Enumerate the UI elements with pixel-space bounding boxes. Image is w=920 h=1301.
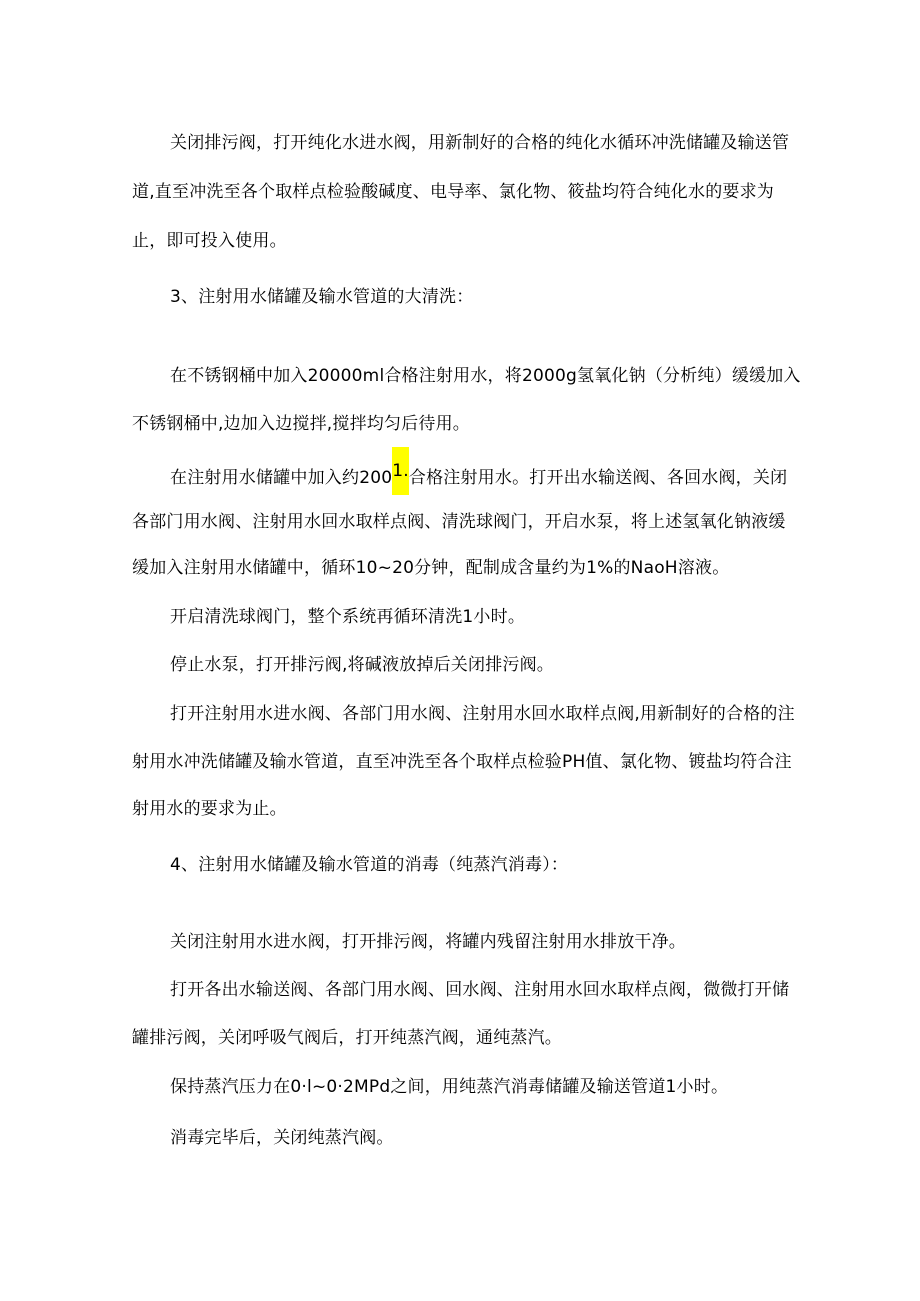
text-line: 在不锈钢桶中加入20000ml合格注射用水，将2000g氢氧化钠（分析纯）缓缓加入 <box>170 366 801 386</box>
section-heading: 3、注射用水储罐及输水管道的大清洗： <box>170 287 474 307</box>
text-line: 打开注射用水进水阀、各部门用水阀、注射用水回水取样点阀,用新制好的合格的注 <box>170 704 795 724</box>
text-line: 消毒完毕后，关闭纯蒸汽阀。 <box>170 1128 394 1148</box>
text-segment: 合格注射用水。打开出水输送阀、各回水阀，关闭 <box>408 468 788 488</box>
text-segment: 在注射用水储罐中加入约200 <box>170 468 393 488</box>
text-line: 不锈钢桶中,边加入边搅拌,搅拌均匀后待用。 <box>132 414 471 434</box>
text-line: 各部门用水阀、注射用水回水取样点阀、清洗球阀门，开启水泵，将上述氢氧化钠液缓 <box>132 512 786 532</box>
text-line: 射用水冲洗储罐及输水管道，直至冲洗至各个取样点检验PH值、氯化物、镀盐均符合注 <box>132 752 792 772</box>
text-line: 道,直至冲洗至各个取样点检验酸碱度、电导率、氯化物、筱盐均符合纯化水的要求为 <box>132 182 775 202</box>
highlighted-text: 1. <box>392 447 409 495</box>
text-line: 射用水的要求为止。 <box>132 799 287 819</box>
section-heading: 4、注射用水储罐及输水管道的消毒（纯蒸汽消毒）： <box>170 855 569 875</box>
text-line: 停止水泵，打开排污阀,将碱液放掉后关闭排污阀。 <box>170 655 555 675</box>
text-line: 止，即可投入使用。 <box>132 231 287 251</box>
text-line: 关闭注射用水进水阀，打开排污阀，将罐内残留注射用水排放干净。 <box>170 932 686 952</box>
text-line: 打开各出水输送阀、各部门用水阀、回水阀、注射用水回水取样点阀，微微打开储 <box>170 980 790 1000</box>
text-line: 开启清洗球阀门，整个系统再循环清洗1小时。 <box>170 607 526 627</box>
text-line: 缓加入注射用水储罐中，循环10~20分钟，配制成含量约为1%的NaoH溶液。 <box>132 558 730 578</box>
text-line: 罐排污阀，关闭呼吸气阀后，打开纯蒸汽阀，通纯蒸汽。 <box>132 1028 562 1048</box>
text-line: 关闭排污阀，打开纯化水进水阀，用新制好的合格的纯化水循环冲洗储罐及输送管 <box>170 133 790 153</box>
text-line-with-highlight <box>170 461 787 495</box>
text-line: 保持蒸汽压力在0·l~0·2MPd之间，用纯蒸汽消毒储罐及输送管道1小时。 <box>170 1077 729 1097</box>
